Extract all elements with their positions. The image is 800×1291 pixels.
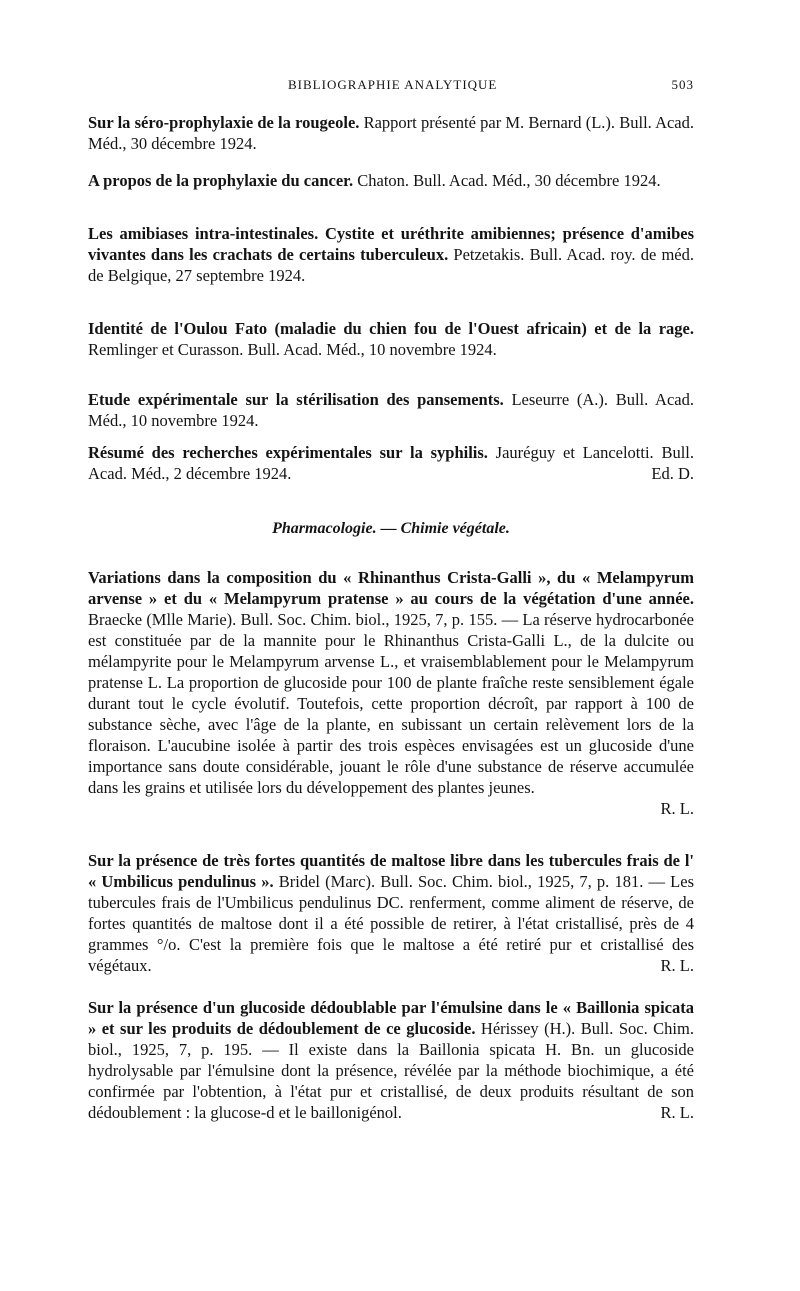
entry-title: Variations dans la composition du « Rhinanthus Crista-Galli », du « Melampyrum arvense » et du « Melampyrum pratense » au cours de la végétation d'une année. bbox=[88, 568, 694, 608]
pharmacology-entry bbox=[88, 567, 694, 819]
entry-body: Chaton. Bull. Acad. Méd., 30 décembre 1924. bbox=[353, 171, 661, 190]
entry-body: Braecke (Mlle Marie). Bull. Soc. Chim. biol., 1925, 7, p. 155. — La réserve hydrocarbonée est constituée par de la mannite pour le Rhinanthus Crista-Galli L., de la dulcite ou mélampyrite pour le Melampyrum arvense L., et vraisemblablement pour le Melampyrum pratense L. La proportion de glucoside pour 100 de plante fraîche reste sensiblement égale durant tout le cycle évolutif. Toutefois, cette proportion décroît, par rapport à 100 de substance sèche, avec l'âge de la plante, en subissant un certain relèvement lors de la floraison. L'aucubine isolée à partir des trois espèces envisagées est un glucoside d'une importance sans doute considérable, jouant le rôle d'une substance de réserve accumulée dans les grains et utilisée lors du développement des plantes jeunes. bbox=[88, 610, 694, 797]
entry-title: Identité de l'Oulou Fato (maladie du chien fou de l'Ouest africain) et de la rage. bbox=[88, 319, 694, 338]
entry-signature: R. L. bbox=[660, 799, 694, 818]
bibliography-entry bbox=[88, 170, 694, 191]
entry-title: Sur la présence de très fortes quantités de maltose libre dans les tubercules frais de l' « Umbilicus pendulinus ». bbox=[88, 851, 694, 891]
entry-body: Leseurre (A.). Bull. Acad. Méd., 10 novembre 1924. bbox=[88, 390, 694, 430]
bibliography-entry bbox=[88, 318, 694, 360]
entry-body: Bridel (Marc). Bull. Soc. Chim. biol., 1925, 7, p. 181. — Les tubercules frais de l'Umbilicus pendulinus DC. renferment, comme aliment de réserve, de fortes quantités de maltose dont il a été possible de retirer, à l'état cristallisé, près de 4 grammes °/o. C'est la première fois que le maltose a été retiré pur et cristallisé des végétaux. bbox=[88, 872, 694, 975]
entry-body: Hérissey (H.). Bull. Soc. Chim. biol., 1925, 7, p. 195. — Il existe dans la Baillonia spicata H. Bn. un glucoside hydrolysable par l'émulsine dont la présence, révélée par la méthode biochimique, a été confirmée par l'obtention, à l'état pur et cristallisé, de deux produits résultant de son dédoublement : la glucose-d et le baillonigénol. bbox=[88, 1019, 694, 1122]
entry-signature: Ed. D. bbox=[651, 464, 694, 483]
bibliography-entry bbox=[88, 223, 694, 286]
entry-title: Etude expérimentale sur la stérilisation des pansements. bbox=[88, 390, 504, 409]
entry-title: Les amibiases intra-intestinales. Cystite et uréthrite amibiennes; présence d'amibes vivantes dans les crachats de certains tuberculeux. bbox=[88, 224, 694, 264]
running-title: BIBLIOGRAPHIE ANALYTIQUE bbox=[288, 77, 498, 92]
entry-body: Petzetakis. Bull. Acad. roy. de méd. de Belgique, 27 septembre 1924. bbox=[88, 245, 694, 285]
entry-title: Sur la séro-prophylaxie de la rougeole. bbox=[88, 113, 360, 132]
bibliography-entry bbox=[88, 389, 694, 431]
entry-signature: R. L. bbox=[660, 1103, 694, 1122]
entry-body: Rapport présenté par M. Bernard (L.). Bull. Acad. Méd., 30 décembre 1924. bbox=[88, 113, 695, 153]
page-number: 503 bbox=[671, 77, 694, 92]
entry-body: Jauréguy et Lancelotti. Bull. Acad. Méd., 2 décembre 1924. bbox=[88, 443, 694, 483]
entry-title: Sur la présence d'un glucoside dédoublable par l'émulsine dans le « Baillonia spicata » et sur les produits de dédoublement de ce glucoside. bbox=[88, 998, 694, 1038]
running-header bbox=[88, 77, 694, 97]
bibliography-entry bbox=[88, 442, 694, 484]
section-heading: Pharmacologie. — Chimie végétale. bbox=[272, 520, 510, 537]
pharmacology-entry bbox=[88, 850, 694, 976]
entry-signature: R. L. bbox=[660, 956, 694, 975]
entry-title: A propos de la prophylaxie du cancer. bbox=[88, 171, 354, 190]
bibliography-entry bbox=[88, 112, 694, 154]
entry-title: Résumé des recherches expérimentales sur la syphilis. bbox=[88, 443, 488, 462]
entry-body: Remlinger et Curasson. Bull. Acad. Méd., 10 novembre 1924. bbox=[88, 340, 497, 359]
pharmacology-entry bbox=[88, 997, 694, 1123]
